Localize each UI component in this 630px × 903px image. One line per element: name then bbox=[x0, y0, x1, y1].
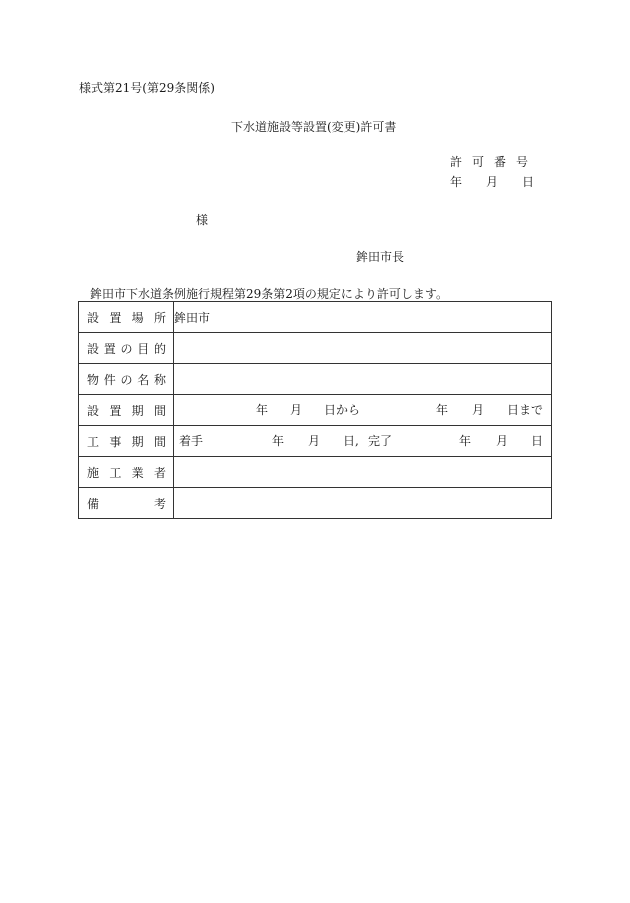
installation-period-value[interactable] bbox=[174, 395, 552, 426]
label-char: の bbox=[120, 341, 133, 356]
label-char: 目 bbox=[137, 341, 150, 356]
work-end: 完了 bbox=[368, 434, 393, 448]
label-char: 的 bbox=[153, 341, 166, 356]
period-month: 月 bbox=[290, 403, 303, 417]
remarks-value[interactable] bbox=[174, 488, 552, 519]
label-char: 事 bbox=[109, 434, 122, 449]
label-char: 間 bbox=[153, 403, 166, 418]
label-char: 者 bbox=[153, 465, 166, 480]
date-month: 月 bbox=[486, 175, 499, 189]
label-char: 称 bbox=[153, 372, 166, 387]
label-char: 備 bbox=[87, 496, 100, 511]
date-day: 日 bbox=[522, 175, 535, 189]
label-char: 所 bbox=[153, 310, 166, 325]
label-char: 場 bbox=[131, 310, 144, 325]
label-char: 設 bbox=[87, 341, 100, 356]
table-row bbox=[79, 395, 552, 426]
table-row bbox=[79, 364, 552, 395]
work-month-2: 月 bbox=[496, 434, 509, 448]
document-title: 下水道施設等設置(変更)許可書 bbox=[231, 120, 397, 134]
form-number: 様式第21号(第29条関係) bbox=[79, 81, 215, 95]
label-char: 工 bbox=[109, 465, 122, 480]
item-name-value[interactable] bbox=[174, 364, 552, 395]
label-char: 業 bbox=[131, 465, 144, 480]
work-start: 着手 bbox=[179, 434, 204, 448]
table-row bbox=[79, 302, 552, 333]
contractor-value[interactable] bbox=[174, 457, 552, 488]
label-char: 置 bbox=[109, 310, 122, 325]
label-char: 設 bbox=[87, 403, 100, 418]
table-row bbox=[79, 333, 552, 364]
label-char: 考 bbox=[153, 496, 166, 511]
label-char: 設 bbox=[87, 310, 100, 325]
location-value[interactable]: 鉾田市 bbox=[174, 302, 552, 333]
construction-period-value[interactable] bbox=[174, 426, 552, 457]
label-char: 物 bbox=[87, 372, 100, 387]
period-month-2: 月 bbox=[472, 403, 485, 417]
table-row bbox=[79, 457, 552, 488]
permit-table bbox=[78, 301, 552, 519]
period-year-2: 年 bbox=[436, 403, 449, 417]
permit-statement: 鉾田市下水道条例施行規程第29条第2項の規定により許可します。 bbox=[90, 287, 448, 301]
label-char: 置 bbox=[103, 341, 116, 356]
label-char: の bbox=[120, 372, 133, 387]
work-day: 日, bbox=[343, 434, 359, 448]
period-until: 日まで bbox=[507, 403, 544, 417]
label-char: 工 bbox=[87, 434, 100, 449]
table-row bbox=[79, 426, 552, 457]
work-year: 年 bbox=[272, 434, 285, 448]
purpose-value[interactable] bbox=[174, 333, 552, 364]
label-char: 期 bbox=[131, 403, 144, 418]
addressee-suffix: 様 bbox=[196, 213, 209, 227]
work-day-2: 日 bbox=[531, 434, 544, 448]
date-year: 年 bbox=[450, 175, 463, 189]
row-label-construction-period bbox=[79, 426, 174, 457]
row-label-contractor bbox=[79, 457, 174, 488]
label-char: 置 bbox=[109, 403, 122, 418]
period-from: 日から bbox=[324, 403, 361, 417]
label-char: 期 bbox=[131, 434, 144, 449]
label-char: 間 bbox=[153, 434, 166, 449]
row-label-item-name bbox=[79, 364, 174, 395]
label-char: 施 bbox=[87, 465, 100, 480]
table-row bbox=[79, 488, 552, 519]
permit-number-label: 許可番号 bbox=[450, 155, 539, 169]
row-label-purpose bbox=[79, 333, 174, 364]
label-char: 件 bbox=[103, 372, 116, 387]
issue-date bbox=[450, 175, 534, 189]
row-label-installation-period bbox=[79, 395, 174, 426]
row-label-remarks bbox=[79, 488, 174, 519]
label-char: 名 bbox=[137, 372, 150, 387]
issuer-name: 鉾田市長 bbox=[356, 250, 405, 264]
work-year-2: 年 bbox=[459, 434, 472, 448]
row-label-location bbox=[79, 302, 174, 333]
work-month: 月 bbox=[308, 434, 321, 448]
period-year: 年 bbox=[256, 403, 269, 417]
